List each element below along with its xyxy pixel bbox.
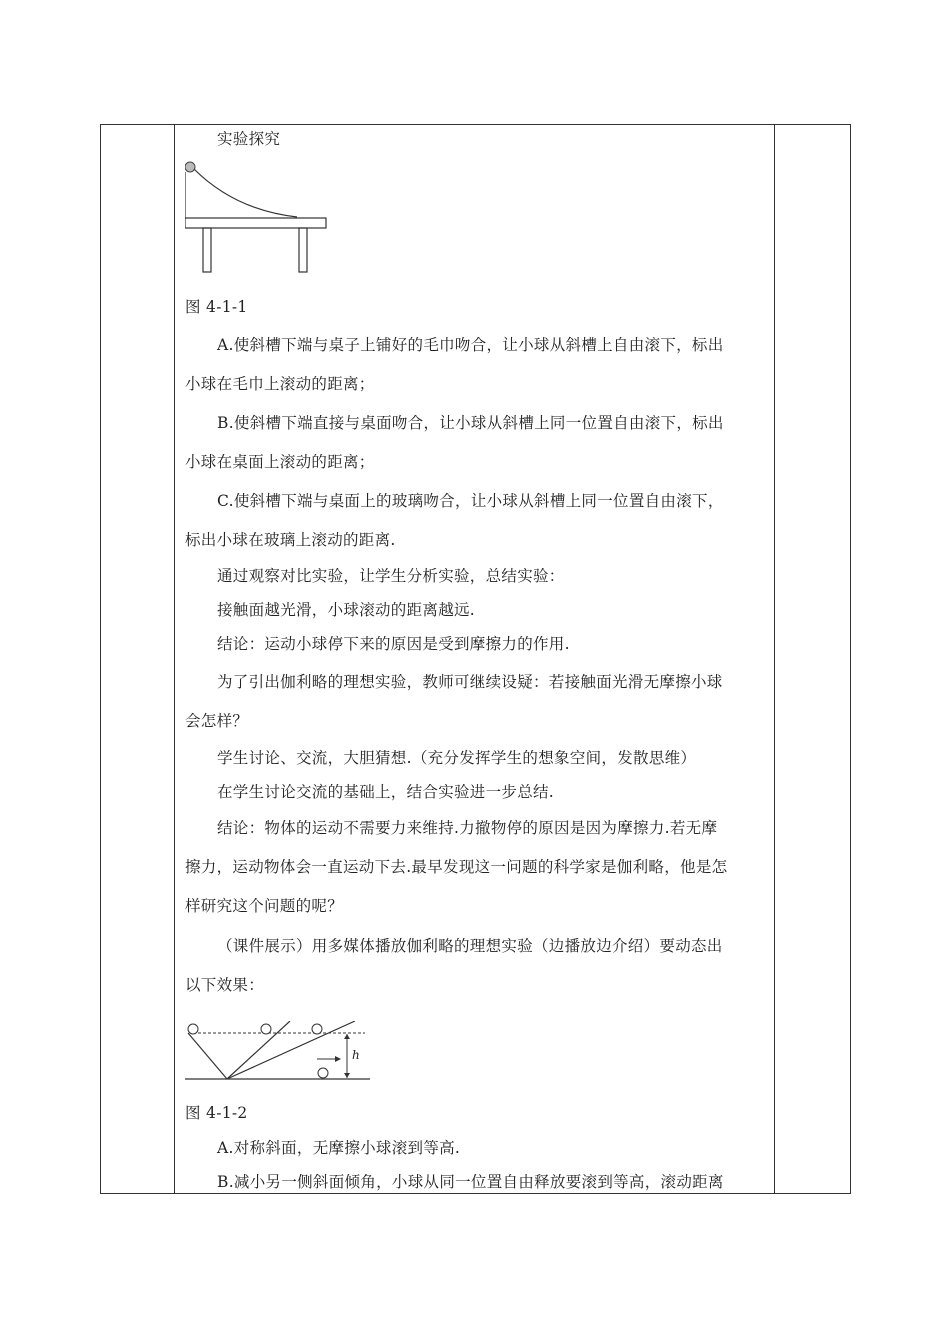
ball-left bbox=[188, 1024, 198, 1034]
figure-ramp-table bbox=[185, 155, 335, 280]
conclusion-2-line1: 结论：物体的运动不需要力来维持.力撤物停的原因是因为摩擦力.若无摩 bbox=[217, 819, 718, 837]
figure-galileo-inclines bbox=[185, 1021, 375, 1089]
section-heading: 实验探究 bbox=[217, 130, 281, 148]
para-a-line1: A.使斜槽下端与桌子上铺好的毛巾吻合，让小球从斜槽上自由滚下，标出 bbox=[217, 336, 724, 354]
figure2-caption: 图 4-1-2 bbox=[185, 1104, 248, 1122]
smoother-line: 接触面越光滑，小球滚动的距离越远. bbox=[217, 601, 476, 619]
conclusion-1: 结论：运动小球停下来的原因是受到摩擦力的作用. bbox=[217, 635, 570, 653]
ball-ground bbox=[318, 1068, 328, 1078]
lesson-table bbox=[100, 124, 851, 1194]
summary-line: 在学生讨论交流的基础上，结合实验进一步总结. bbox=[217, 783, 555, 801]
para-c-line2: 标出小球在玻璃上滚动的距离. bbox=[185, 531, 396, 549]
conclusion-2-line3: 样研究这个问题的呢？ bbox=[185, 897, 344, 915]
question-line1: 为了引出伽利略的理想实验，教师可继续设疑：若接触面光滑无摩擦小球 bbox=[217, 673, 723, 691]
courseware-line2: 以下效果： bbox=[185, 976, 265, 994]
height-label: h bbox=[352, 1048, 360, 1062]
ball bbox=[185, 162, 195, 172]
para-b-line1: B.使斜槽下端直接与桌面吻合，让小球从斜槽上同一位置自由滚下，标出 bbox=[217, 414, 724, 432]
figure1-caption: 图 4-1-1 bbox=[185, 298, 248, 316]
column-divider-right bbox=[774, 125, 775, 1193]
conclusion-2-line2: 擦力，运动物体会一直运动下去.最早发现这一问题的科学家是伽利略，他是怎 bbox=[185, 858, 728, 876]
point-a: A.对称斜面，无摩擦小球滚到等高. bbox=[217, 1139, 461, 1157]
discuss-line: 学生讨论、交流，大胆猜想.（充分发挥学生的想象空间，发散思维） bbox=[217, 749, 697, 767]
observe-line: 通过观察对比实验，让学生分析实验，总结实验： bbox=[217, 567, 565, 585]
para-c-line1: C.使斜槽下端与桌面上的玻璃吻合，让小球从斜槽上同一位置自由滚下， bbox=[217, 492, 724, 510]
ball-right bbox=[312, 1024, 322, 1034]
courseware-line1: （课件展示）用多媒体播放伽利略的理想实验（边播放边介绍）要动态出 bbox=[217, 937, 723, 955]
para-a-line2: 小球在毛巾上滚动的距离； bbox=[185, 375, 375, 393]
question-line2: 会怎样？ bbox=[185, 712, 249, 730]
point-b: B.减小另一侧斜面倾角，小球从同一位置自由释放要滚到等高，滚动距离 bbox=[217, 1173, 724, 1191]
ball-middle bbox=[261, 1024, 271, 1034]
column-divider-left bbox=[174, 125, 175, 1193]
para-b-line2: 小球在桌面上滚动的距离； bbox=[185, 453, 375, 471]
